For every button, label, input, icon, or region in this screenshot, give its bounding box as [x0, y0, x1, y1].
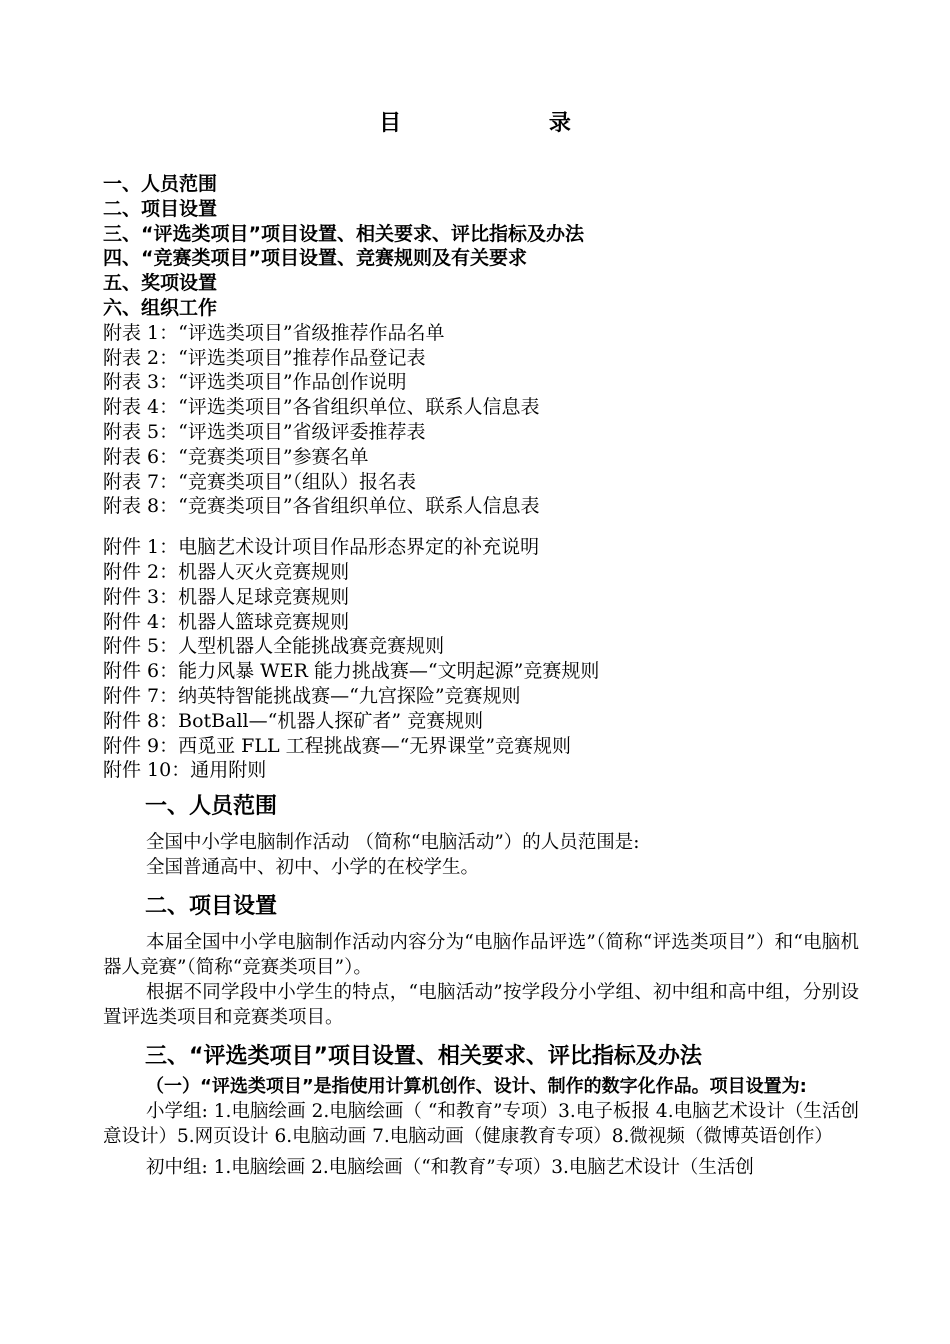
table-of-contents	[103, 172, 863, 783]
toc-attachment-item: 附件 6：能力风暴 WER 能力挑战赛—“文明起源”竞赛规则	[103, 660, 600, 683]
toc-table-item: 附表 4：“评选类项目”各省组织单位、联系人信息表	[103, 396, 540, 419]
paragraph: 根据不同学段中小学生的特点，“电脑活动”按学段分小学组、初中组和高中组，分别设置评选类项目和竞赛类项目。	[103, 982, 859, 1028]
section-heading-selection-projects: 三、“评选类项目”项目设置、相关要求、评比指标及办法	[145, 1044, 702, 1069]
section-heading-project-setup: 二、项目设置	[145, 894, 278, 919]
toc-main-item: 二、项目设置	[103, 197, 218, 220]
toc-attachment-item: 附件 1：电脑艺术设计项目作品形态界定的补充说明	[103, 536, 540, 559]
paragraph: 全国中小学电脑制作活动 （简称“电脑活动”）的人员范围是:	[146, 832, 640, 853]
toc-attachment-item: 附件 7：纳英特智能挑战赛—“九宫探险”竞赛规则	[103, 684, 521, 707]
paragraph-bold: （一）“评选类项目”是指使用计算机创作、设计、制作的数字化作品。项目设置为:	[146, 1076, 807, 1097]
toc-main-item: 三、“评选类项目”项目设置、相关要求、评比指标及办法	[103, 222, 584, 245]
toc-main-item: 五、奖项设置	[103, 272, 218, 295]
toc-table-item: 附表 8：“竞赛类项目”各省组织单位、联系人信息表	[103, 495, 540, 518]
toc-main-item: 一、人员范围	[103, 173, 218, 195]
toc-table-item: 附表 6：“竞赛类项目”参赛名单	[103, 445, 369, 468]
spacer	[103, 880, 859, 890]
toc-attachment-item: 附件 10：通用附则	[103, 759, 267, 782]
toc-main-item: 四、“竞赛类项目”项目设置、竞赛规则及有关要求	[103, 247, 527, 270]
toc-table-item: 附表 1：“评选类项目”省级推荐作品名单	[103, 321, 445, 344]
paragraph: 初中组: 1.电脑绘画 2.电脑绘画（“和教育”专项）3.电脑艺术设计（生活创	[146, 1157, 754, 1178]
document-body	[103, 790, 859, 1180]
toc-title: 目 录	[379, 111, 641, 136]
toc-attachment-item: 附件 2：机器人灭火竞赛规则	[103, 560, 350, 583]
toc-attachment-item: 附件 8：BotBall—“机器人探矿者” 竞赛规则	[103, 709, 484, 732]
toc-attachment-item: 附件 3：机器人足球竞赛规则	[103, 585, 350, 608]
toc-spacer	[103, 519, 863, 535]
toc-table-item: 附表 5：“评选类项目”省级评委推荐表	[103, 420, 426, 443]
spacer	[103, 1030, 859, 1040]
toc-table-item: 附表 7：“竞赛类项目”（组队）报名表	[103, 470, 417, 493]
paragraph: 全国普通高中、初中、小学的在校学生。	[146, 857, 480, 878]
paragraph: 小学组: 1.电脑绘画 2.电脑绘画（ “和教育”专项）3.电子板报 4.电脑艺术设计（生活创意设计）5.网页设计 6.电脑动画 7.电脑动画（健康教育专项）8.微视频（微博英语创作）	[103, 1101, 859, 1147]
section-heading-personnel: 一、人员范围	[145, 794, 278, 819]
toc-attachment-item: 附件 5：人型机器人全能挑战赛竞赛规则	[103, 635, 445, 658]
toc-attachment-item: 附件 9：西觅亚 FLL 工程挑战赛—“无界课堂”竞赛规则	[103, 734, 572, 757]
toc-main-item: 六、组织工作	[103, 296, 218, 319]
toc-table-item: 附表 3：“评选类项目”作品创作说明	[103, 371, 407, 394]
toc-table-item: 附表 2：“评选类项目”推荐作品登记表	[103, 346, 426, 369]
toc-attachment-item: 附件 4：机器人篮球竞赛规则	[103, 610, 350, 633]
paragraph: 本届全国中小学电脑制作活动内容分为“电脑作品评选”（简称“评选类项目”）和“电脑机器人竞赛”（简称“竞赛类项目”）。	[103, 932, 859, 978]
